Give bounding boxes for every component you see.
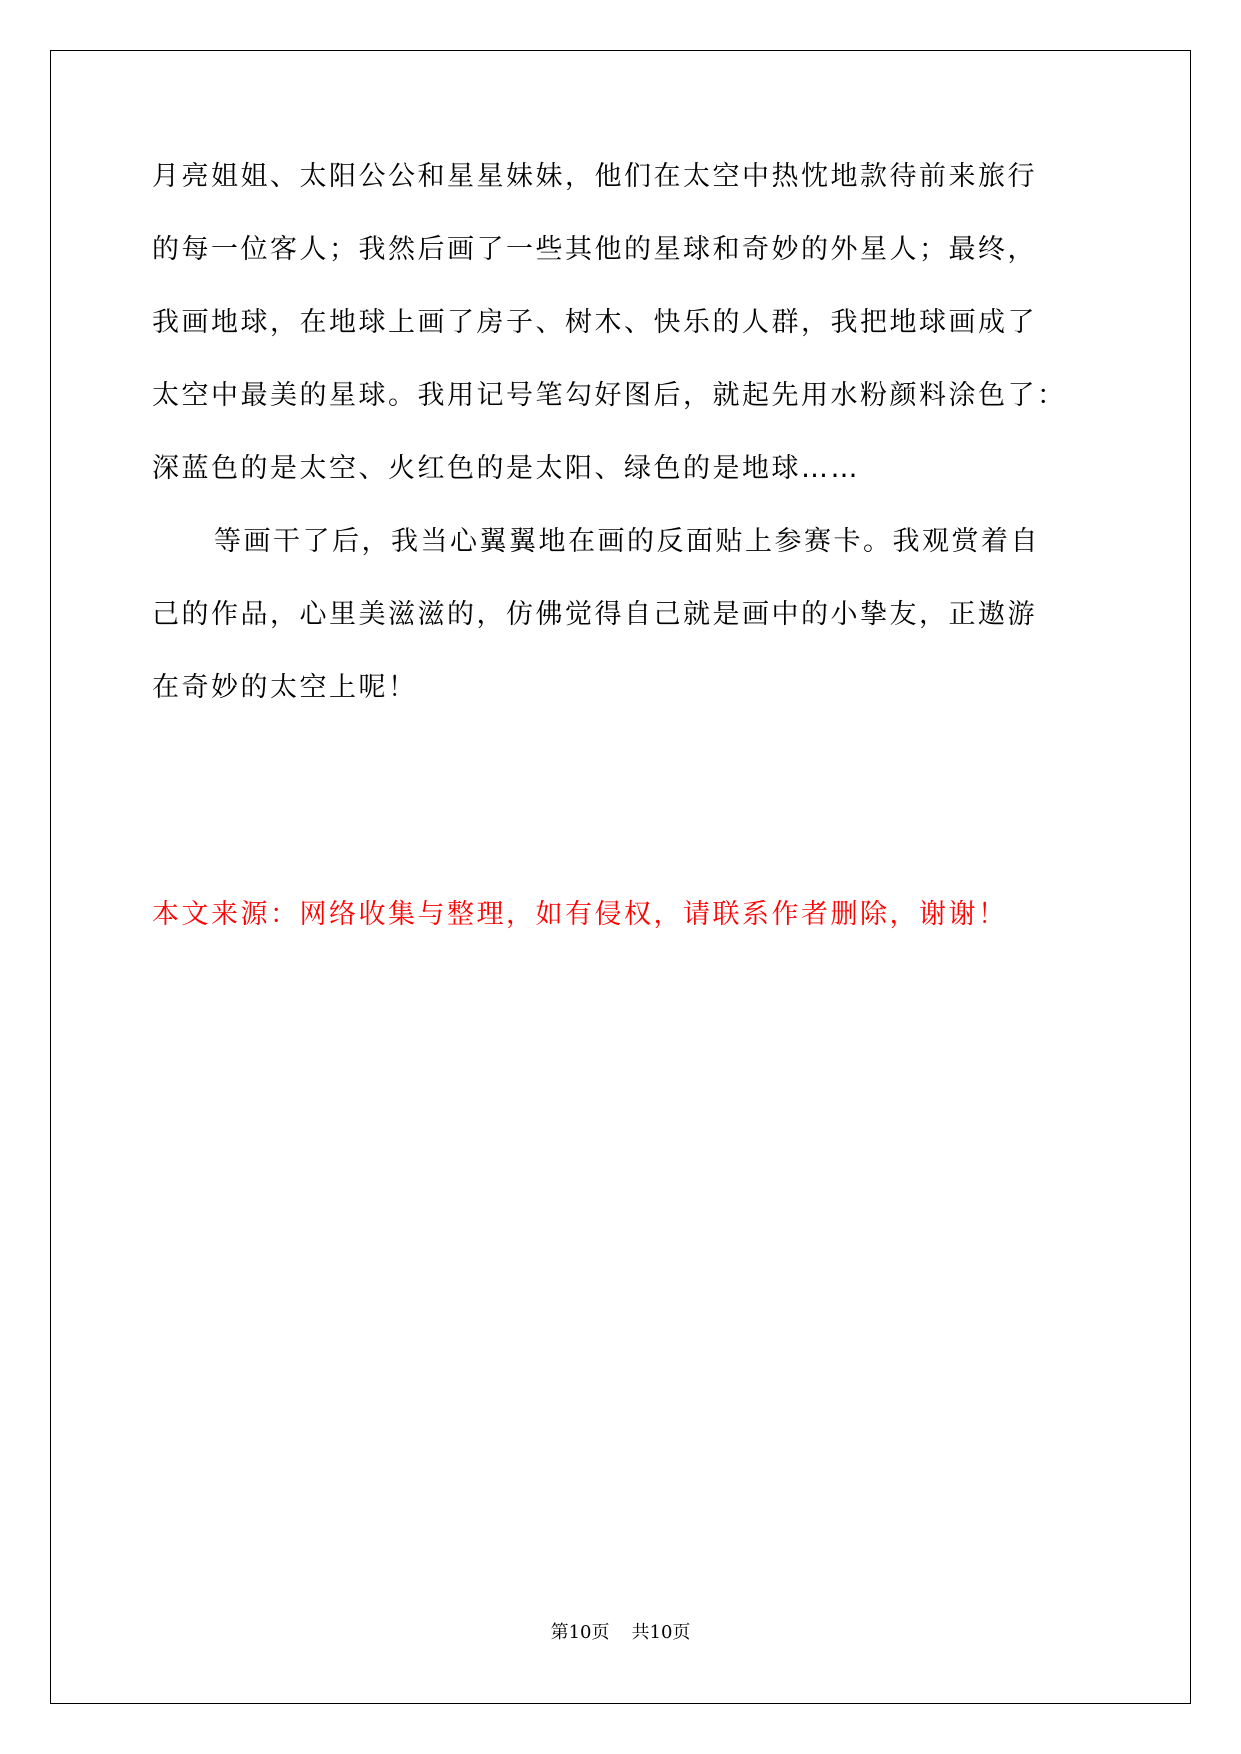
page-footer [0,1622,1241,1644]
body-line-6: 等画干了后，我当心翼翼地在画的反面贴上参赛卡。我观赏着自 [214,526,1040,557]
source-note: 本文来源：网络收集与整理，如有侵权，请联系作者删除，谢谢！ [152,899,1008,930]
document-body [152,160,1092,744]
body-line-8: 在奇妙的太空上呢！ [152,672,418,703]
body-line-7: 己的作品，心里美滋滋的，仿佛觉得自己就是画中的小挚友，正遨游 [152,599,1037,630]
body-line-3: 我画地球，在地球上画了房子、树木、快乐的人群，我把地球画成了 [152,307,1037,338]
page-total: 共10页 [631,1622,691,1643]
body-line-4: 太空中最美的星球。我用记号笔勾好图后，就起先用水粉颜料涂色了： [152,380,1067,411]
body-line-1: 月亮姐姐、太阳公公和星星妹妹，他们在太空中热忱地款待前来旅行 [152,161,1037,192]
body-line-5: 深蓝色的是太空、火红色的是太阳、绿色的是地球…… [152,453,860,484]
body-line-2: 的每一位客人；我然后画了一些其他的星球和奇妙的外星人；最终， [152,234,1037,265]
page-number: 第10页 [550,1622,610,1643]
